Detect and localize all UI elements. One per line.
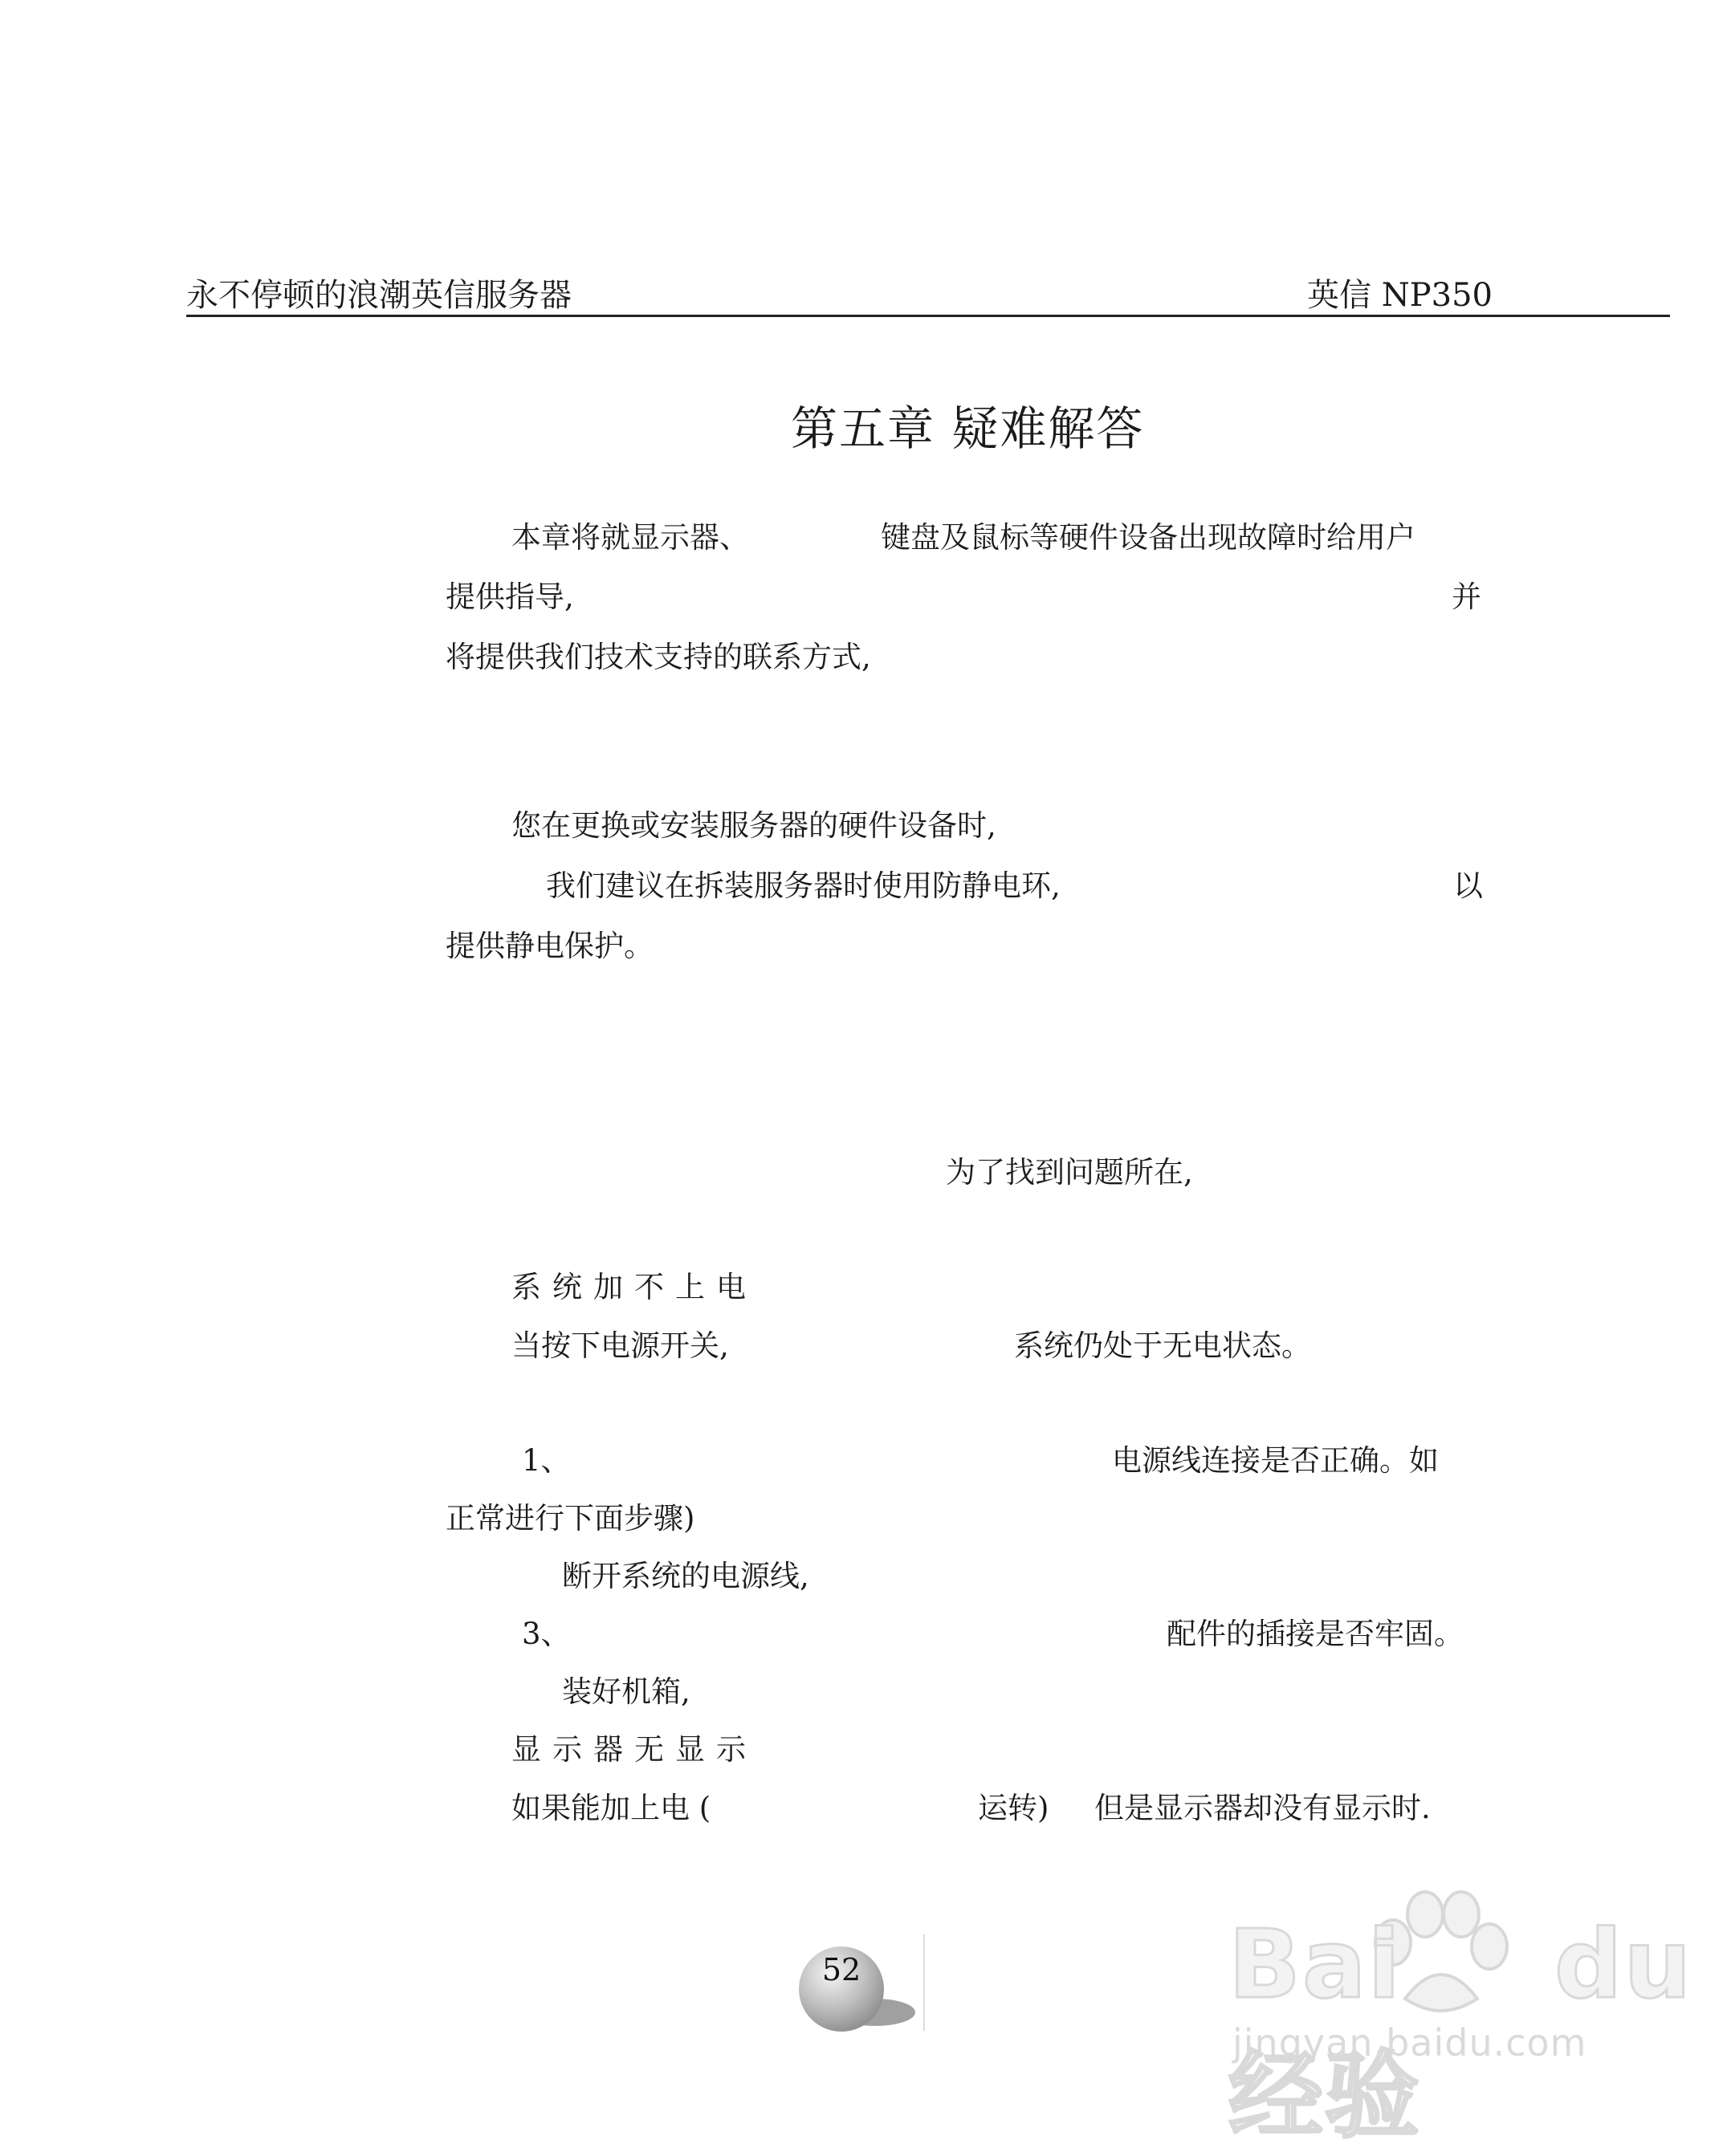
no-display-desc-b: 运转): [978, 1791, 1049, 1825]
header-rule: [186, 315, 1670, 317]
no-display-desc-a: 如果能加上电 (: [511, 1791, 711, 1825]
step-2-text: 断开系统的电源线,: [562, 1559, 809, 1593]
step-3-number: 3、: [522, 1617, 571, 1651]
static-line-3: 提供静电保护。: [446, 929, 654, 963]
intro-line-2a: 提供指导,: [446, 580, 574, 614]
footer-divider: [923, 1934, 925, 2031]
intro-line-1a: 本章将就显示器、: [511, 520, 749, 555]
watermark-brand-bai: Bai: [1228, 1909, 1403, 2020]
running-header-left: 永不停顿的浪潮英信服务器: [186, 277, 572, 314]
watermark-brand-jingyan: 经验: [1228, 2040, 1422, 2151]
static-line-1: 您在更换或安装服务器的硬件设备时,: [511, 808, 996, 843]
page-number: 52: [821, 1952, 861, 1987]
intro-line-3: 将提供我们技术支持的联系方式,: [446, 640, 871, 674]
watermark-url: jingyan.baidu.com: [1232, 2021, 1587, 2064]
intro-line-1b: 键盘及鼠标等硬件设备出现故障时给用户: [881, 520, 1415, 555]
chapter-title: 第五章 疑难解答: [791, 401, 1145, 456]
section-heading-no-power: 系统加不上电: [511, 1270, 757, 1304]
running-header-right: 英信 NP350: [1307, 277, 1493, 314]
no-display-desc-c: 但是显示器却没有显示时.: [1094, 1791, 1431, 1825]
intro-line-2b: 并: [1452, 580, 1481, 614]
no-power-desc-a: 当按下电源开关,: [511, 1328, 729, 1363]
step-1-continued: 正常进行下面步骤): [446, 1501, 695, 1536]
step-1-number: 1、: [522, 1443, 571, 1478]
step-4-text: 装好机箱,: [562, 1674, 690, 1709]
watermark-brand-du: du: [1554, 1909, 1693, 2020]
static-line-2a: 我们建议在拆装服务器时使用防静电环,: [546, 869, 1061, 903]
diagnose-line: 为了找到问题所在,: [946, 1155, 1193, 1190]
section-heading-no-display: 显示器无显示: [511, 1732, 757, 1767]
no-power-desc-b: 系统仍处于无电状态。: [1014, 1328, 1311, 1363]
step-1-text: 电源线连接是否正确。如: [1112, 1443, 1439, 1478]
step-3-text: 配件的插接是否牢固。: [1167, 1617, 1464, 1651]
static-line-2b: 以: [1453, 869, 1483, 903]
